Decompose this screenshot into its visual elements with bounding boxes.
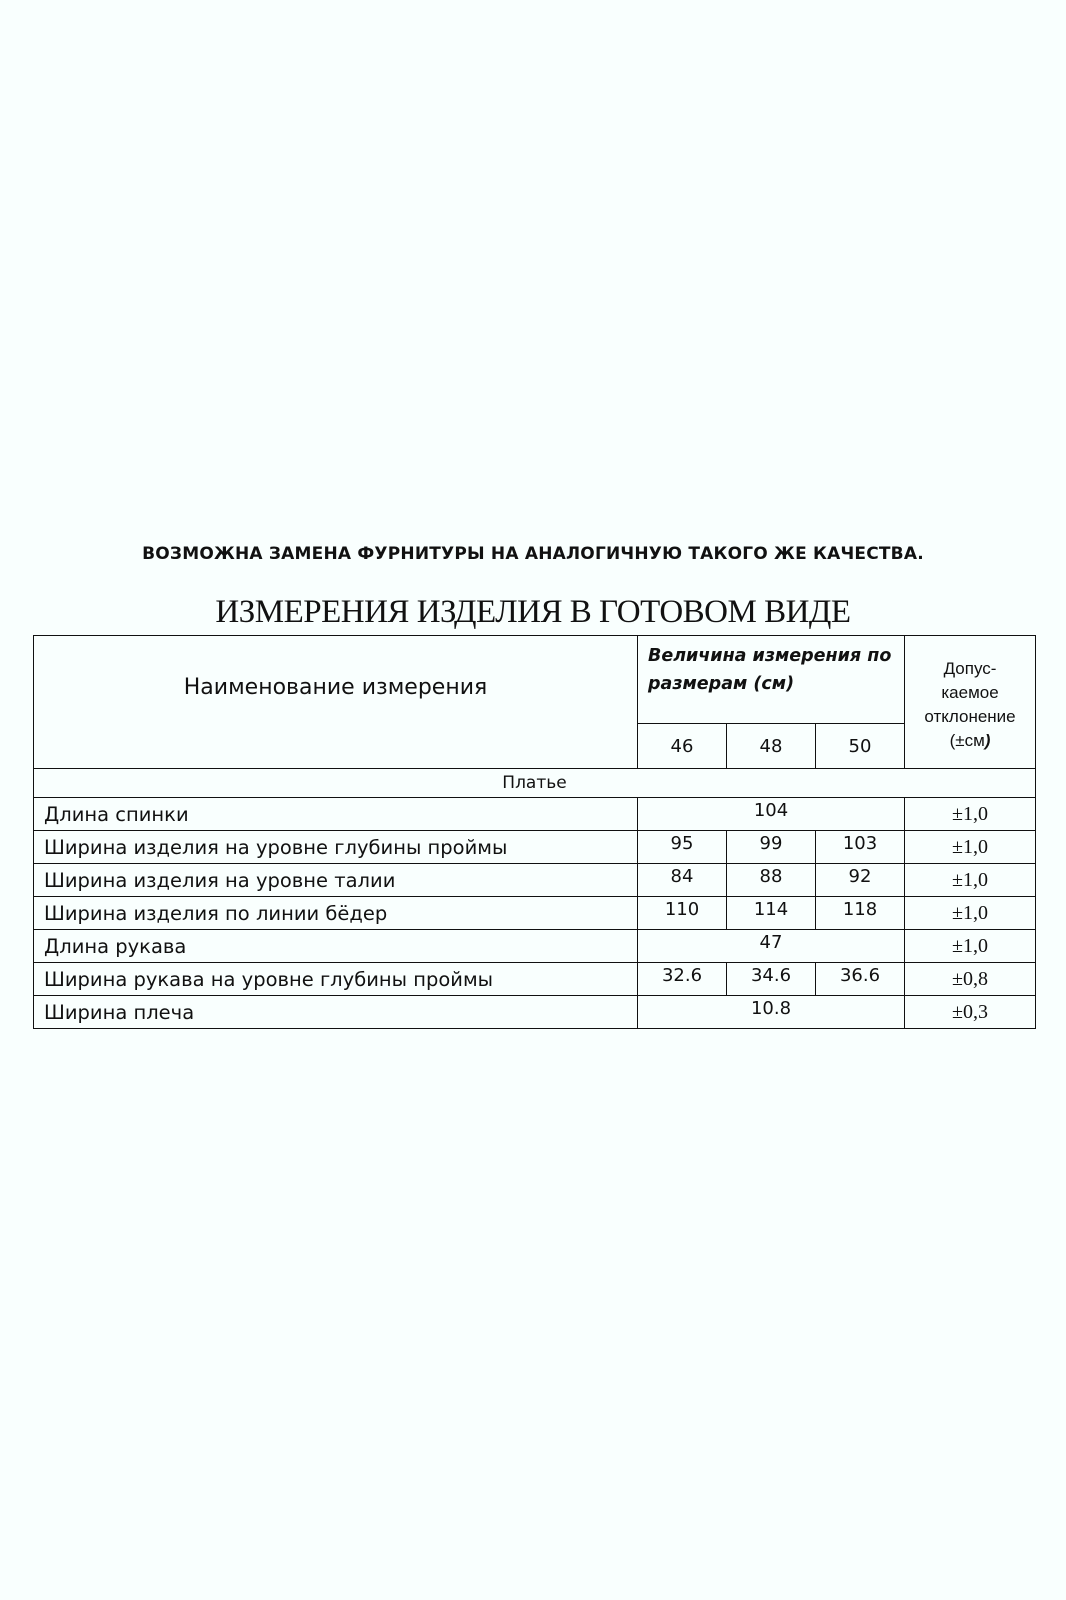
table-row bbox=[34, 897, 1036, 930]
row-name: Ширина рукава на уровне глубины проймы bbox=[34, 963, 638, 996]
row-value-46: 95 bbox=[638, 831, 727, 864]
row-value-46: 110 bbox=[638, 897, 727, 930]
document-title: ИЗМЕРЕНИЯ ИЗДЕЛИЯ В ГОТОВОМ ВИДЕ bbox=[215, 594, 851, 630]
row-tolerance: ±1,0 bbox=[905, 798, 1036, 831]
header-measure-name: Наименование измерения bbox=[34, 636, 638, 769]
row-value-50: 92 bbox=[816, 864, 905, 897]
size-46: 46 bbox=[638, 724, 727, 769]
row-tolerance: ±1,0 bbox=[905, 864, 1036, 897]
size-48: 48 bbox=[727, 724, 816, 769]
row-tolerance: ±0,8 bbox=[905, 963, 1036, 996]
row-value-50: 103 bbox=[816, 831, 905, 864]
header-tolerance-paren: ) bbox=[984, 731, 991, 750]
header-row bbox=[34, 636, 1036, 724]
header-tolerance-line: каемое bbox=[941, 683, 999, 702]
table-row bbox=[34, 930, 1036, 963]
row-tolerance: ±0,3 bbox=[905, 996, 1036, 1029]
row-name: Ширина плеча bbox=[34, 996, 638, 1029]
row-value-46: 32.6 bbox=[638, 963, 727, 996]
row-tolerance: ±1,0 bbox=[905, 831, 1036, 864]
row-value-50: 36.6 bbox=[816, 963, 905, 996]
row-value-50: 118 bbox=[816, 897, 905, 930]
table-row bbox=[34, 963, 1036, 996]
fittings-notice: ВОЗМОЖНА ЗАМЕНА ФУРНИТУРЫ НА АНАЛОГИЧНУЮ ТАКОГО ЖЕ КАЧЕСТВА. bbox=[142, 544, 924, 564]
row-value-merged: 104 bbox=[638, 798, 905, 831]
table-row bbox=[34, 864, 1036, 897]
header-tolerance bbox=[905, 636, 1036, 769]
row-name: Ширина изделия на уровне талии bbox=[34, 864, 638, 897]
row-name: Длина спинки bbox=[34, 798, 638, 831]
header-tolerance-line: отклонение bbox=[924, 707, 1016, 726]
row-value-48: 34.6 bbox=[727, 963, 816, 996]
row-name: Ширина изделия на уровне глубины проймы bbox=[34, 831, 638, 864]
row-name: Длина рукава bbox=[34, 930, 638, 963]
header-tolerance-line: Допус- bbox=[943, 659, 997, 678]
row-value-48: 99 bbox=[727, 831, 816, 864]
table-row bbox=[34, 996, 1036, 1029]
row-value-48: 88 bbox=[727, 864, 816, 897]
table-row bbox=[34, 831, 1036, 864]
measurements-table bbox=[33, 635, 1036, 1029]
header-tolerance-line: (±см bbox=[949, 731, 985, 750]
row-value-merged: 10.8 bbox=[638, 996, 905, 1029]
row-tolerance: ±1,0 bbox=[905, 930, 1036, 963]
header-measure-value: Величина измерения по размерам (см) bbox=[638, 636, 905, 724]
row-name: Ширина изделия по линии бёдер bbox=[34, 897, 638, 930]
section-dress: Платье bbox=[34, 769, 1036, 798]
section-row bbox=[34, 769, 1036, 798]
row-tolerance: ±1,0 bbox=[905, 897, 1036, 930]
row-value-46: 84 bbox=[638, 864, 727, 897]
row-value-48: 114 bbox=[727, 897, 816, 930]
row-value-merged: 47 bbox=[638, 930, 905, 963]
table-row bbox=[34, 798, 1036, 831]
size-50: 50 bbox=[816, 724, 905, 769]
